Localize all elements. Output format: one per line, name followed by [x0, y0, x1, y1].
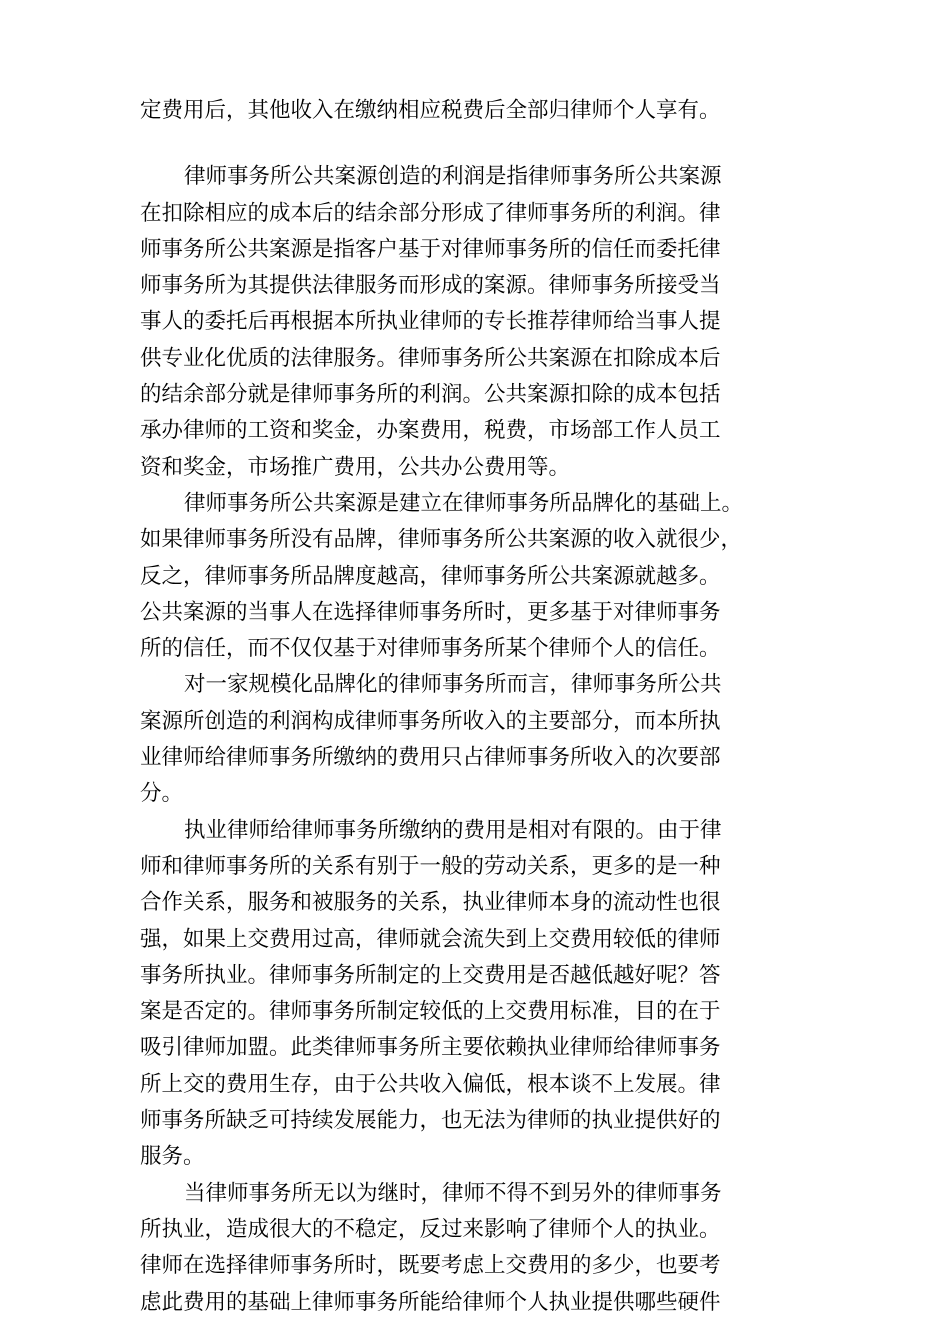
- text-line: 资和奖金，市场推广费用，公共办公费用等。: [140, 454, 571, 480]
- text-line: 对一家规模化品牌化的律师事务所而言，律师事务所公共: [184, 672, 722, 698]
- text-line: 如果律师事务所没有品牌，律师事务所公共案源的收入就很少，: [140, 527, 743, 553]
- text-line: 承办律师的工资和奖金，办案费用，税费，市场部工作人员工: [140, 418, 721, 444]
- text-line: 执业律师给律师事务所缴纳的费用是相对有限的。由于律: [184, 817, 722, 843]
- paragraph-gap: [140, 129, 815, 159]
- text-line: 案是否定的。律师事务所制定较低的上交费用标准，目的在于: [140, 999, 721, 1025]
- text-line: 定费用后，其他收入在缴纳相应税费后全部归律师个人享有。: [140, 98, 721, 123]
- text-line: 虑此费用的基础上律师事务所能给律师个人执业提供哪些硬件: [140, 1289, 721, 1315]
- text-line: 分。: [140, 781, 184, 807]
- text-line: 师事务所公共案源是指客户基于对律师事务所的信任而委托律: [140, 236, 721, 262]
- text-line: 事务所执业。律师事务所制定的上交费用是否越低越好呢？答: [140, 962, 721, 988]
- text-line: 师事务所为其提供法律服务而形成的案源。律师事务所接受当: [140, 273, 721, 299]
- text-line: 反之，律师事务所品牌度越高，律师事务所公共案源就越多。: [140, 563, 721, 589]
- text-line: 供专业化优质的法律服务。律师事务所公共案源在扣除成本后: [140, 345, 721, 371]
- text-line: 强，如果上交费用过高，律师就会流失到上交费用较低的律师: [140, 926, 721, 952]
- text-line: 案源所创造的利润构成律师事务所收入的主要部分，而本所执: [140, 708, 721, 734]
- text-line: 所的信任，而不仅仅基于对律师事务所某个律师个人的信任。: [140, 636, 721, 662]
- text-line: 公共案源的当事人在选择律师事务所时，更多基于对律师事务: [140, 599, 721, 625]
- text-line: 的结余部分就是律师事务所的利润。公共案源扣除的成本包括: [140, 382, 721, 408]
- document-body: [140, 93, 815, 1321]
- text-line: 师和律师事务所的关系有别于一般的劳动关系，更多的是一种: [140, 853, 721, 879]
- text-line: 服务。: [140, 1144, 205, 1170]
- text-line: 事人的委托后再根据本所执业律师的专长推荐律师给当事人提: [140, 309, 721, 335]
- text-line: 律师事务所公共案源创造的利润是指律师事务所公共案源: [184, 164, 722, 190]
- text-line: 律师事务所公共案源是建立在律师事务所品牌化的基础上。: [184, 490, 744, 516]
- text-line: 当律师事务所无以为继时，律师不得不到另外的律师事务: [184, 1180, 722, 1206]
- text-line: 吸引律师加盟。此类律师事务所主要依赖执业律师给律师事务: [140, 1035, 721, 1061]
- text-line: 业律师给律师事务所缴纳的费用只占律师事务所收入的次要部: [140, 745, 721, 771]
- text-line: 所上交的费用生存，由于公共收入偏低，根本谈不上发展。律: [140, 1071, 721, 1097]
- text-line: 在扣除相应的成本后的结余部分形成了律师事务所的利润。律: [140, 200, 721, 226]
- text-line: 合作关系，服务和被服务的关系，执业律师本身的流动性也很: [140, 890, 721, 916]
- text-line: 所执业，造成很大的不稳定，反过来影响了律师个人的执业。: [140, 1216, 721, 1242]
- text-line: 师事务所缺乏可持续发展能力，也无法为律师的执业提供好的: [140, 1108, 721, 1134]
- text-line: 律师在选择律师事务所时，既要考虑上交费用的多少，也要考: [140, 1253, 721, 1279]
